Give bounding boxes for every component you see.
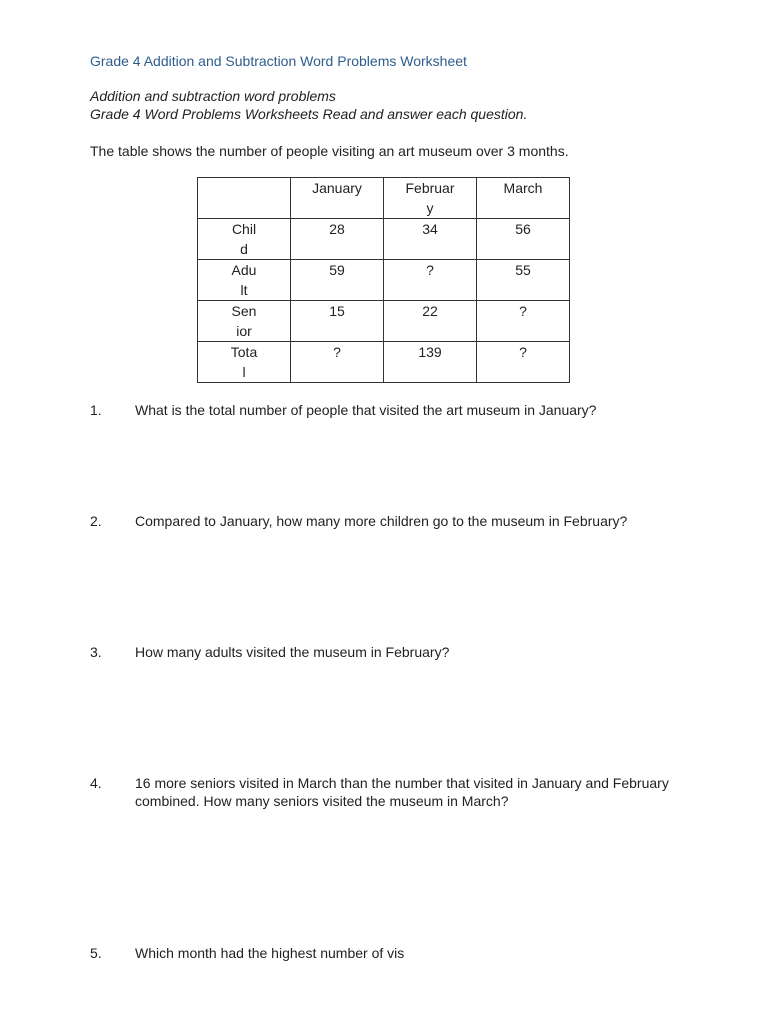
subtitle-line-1: Addition and subtraction word problems <box>90 88 336 104</box>
question-number: 3. <box>90 644 102 660</box>
table-cell: 139 <box>384 342 477 383</box>
table-header-row <box>198 178 570 219</box>
question-number: 2. <box>90 513 102 529</box>
question-text: What is the total number of people that visited the art museum in January? <box>135 402 597 418</box>
question-text: Compared to January, how many more children go to the museum in February? <box>135 513 628 529</box>
table-cell: ? <box>384 260 477 301</box>
table-cell: 22 <box>384 301 477 342</box>
intro-text: The table shows the number of people visiting an art museum over 3 months. <box>90 143 569 159</box>
subtitle-line-2: Grade 4 Word Problems Worksheets Read and answer each question. <box>90 106 528 122</box>
question-number: 4. <box>90 775 102 791</box>
question-text: How many adults visited the museum in February? <box>135 644 450 660</box>
question-text: 16 more seniors visited in March than the number that visited in January and February combined. How many seniors visited the museum in March? <box>135 775 669 809</box>
worksheet-title: Grade 4 Addition and Subtraction Word Problems Worksheet <box>90 53 467 69</box>
question-number: 1. <box>90 402 102 418</box>
table-row <box>198 260 570 301</box>
table-cell: 55 <box>477 260 570 301</box>
table-cell: ? <box>477 342 570 383</box>
table-row <box>198 301 570 342</box>
question-number: 5. <box>90 945 102 961</box>
table-cell: 56 <box>477 219 570 260</box>
table-cell: 28 <box>291 219 384 260</box>
column-header-february: February <box>384 178 477 219</box>
table-cell: ? <box>477 301 570 342</box>
column-header-march: March <box>477 178 570 219</box>
question-text: Which month had the highest number of vis <box>135 945 405 961</box>
column-header-january: January <box>291 178 384 219</box>
table-row <box>198 342 570 383</box>
row-header-child: Child <box>198 219 291 260</box>
row-header-adult: Adult <box>198 260 291 301</box>
table-corner-cell <box>198 178 291 219</box>
table-cell: 15 <box>291 301 384 342</box>
row-header-senior: Senior <box>198 301 291 342</box>
table-row <box>198 219 570 260</box>
table-cell: 34 <box>384 219 477 260</box>
museum-visitors-table <box>197 177 570 383</box>
table-cell: ? <box>291 342 384 383</box>
row-header-total: Total <box>198 342 291 383</box>
table-cell: 59 <box>291 260 384 301</box>
